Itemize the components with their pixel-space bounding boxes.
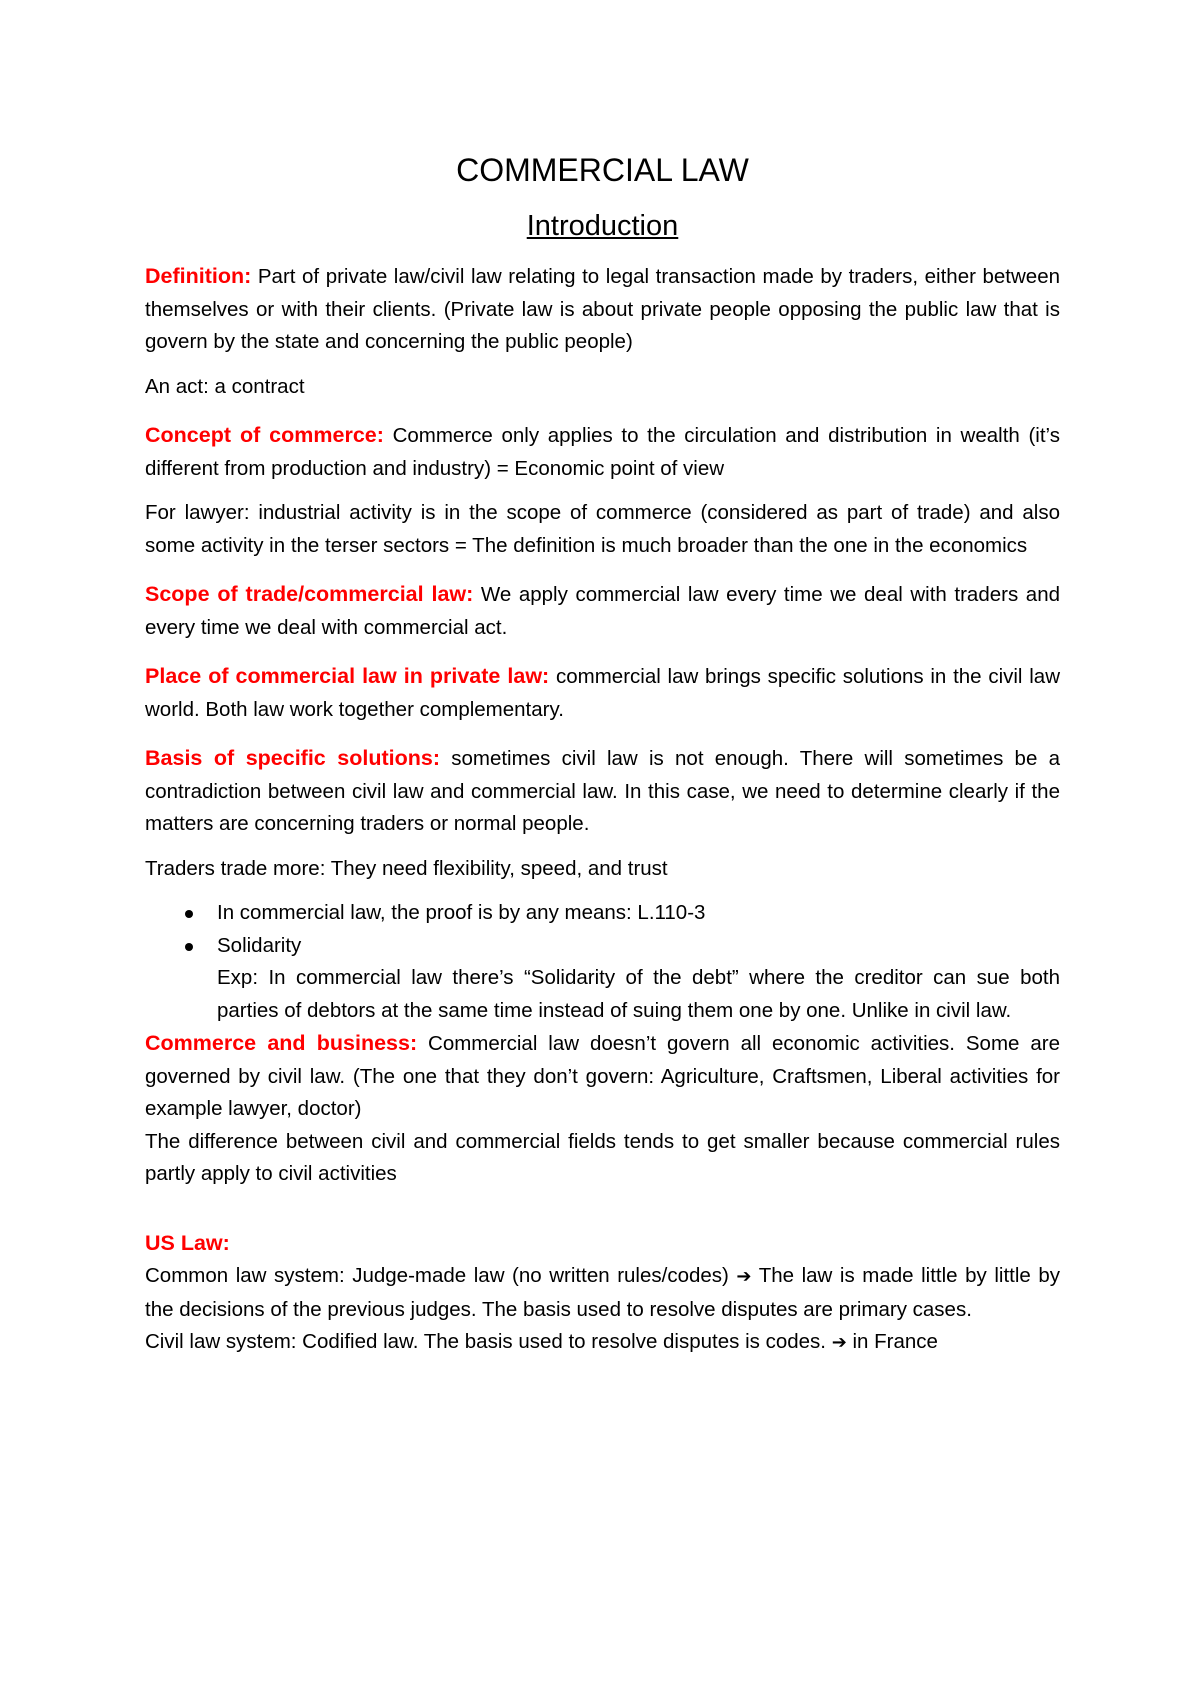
concept-term: Concept of commerce: <box>145 423 384 447</box>
concept-paragraph <box>145 419 1060 485</box>
basis-paragraph <box>145 742 1060 841</box>
bullet-icon <box>185 943 193 951</box>
common-law-paragraph <box>145 1260 1060 1326</box>
arrow-right-icon: ➔ <box>831 1332 847 1353</box>
arrow-right-icon: ➔ <box>736 1266 752 1287</box>
traders-line: Traders trade more: They need flexibility, speed, and trust <box>145 856 668 880</box>
list-item-detail: Exp: In commercial law there’s “Solidarity of the debt” where the creditor can sue both parties of debtors at the same time instead of suing them one by one. Unlike in civil law. <box>217 966 1060 1022</box>
scope-text: We apply commercial law every time we deal with traders and every time we deal with commercial act. <box>145 583 1061 639</box>
business-text: Commercial law doesn’t govern all economic activities. Some are governed by civil law. (The one that they don’t govern: Agriculture, Craftsmen, Liberal activities for example lawyer, doctor) <box>145 1032 1060 1120</box>
scope-term: Scope of trade/commercial law: <box>145 582 474 606</box>
list-item-text: In commercial law, the proof is by any means: L.110-3 <box>217 901 706 924</box>
bullet-list <box>145 897 1060 1027</box>
us-law-heading <box>145 1227 1060 1261</box>
act-line: An act: a contract <box>145 374 305 398</box>
common-law-text-start: Common law system: Judge-made law (no written rules/codes) <box>145 1264 737 1287</box>
document-title: COMMERCIAL LAW <box>456 152 749 188</box>
business-followup: The difference between civil and commercial fields tends to get smaller because commercial rules partly apply to civil activities <box>145 1129 1060 1185</box>
bullet-icon <box>185 910 193 918</box>
definition-term: Definition: <box>145 264 252 288</box>
list-item <box>145 930 1060 1028</box>
concept-text: Commerce only applies to the circulation and distribution in wealth (it’s different from production and industry) = Economic point of view <box>145 424 1060 480</box>
place-text: commercial law brings specific solutions in the civil law world. Both law work together complementary. <box>145 665 1060 721</box>
basis-term: Basis of specific solutions: <box>145 746 440 770</box>
us-law-term: US Law: <box>145 1230 230 1255</box>
civil-law-text-start: Civil law system: Codified law. The basis used to resolve disputes is codes. <box>145 1330 832 1353</box>
list-item <box>145 897 1060 930</box>
common-law-text-end: The law is made little by little by the decisions of the previous judges. The basis used to resolve disputes are primary cases. <box>145 1264 1061 1321</box>
scope-paragraph <box>145 578 1060 644</box>
list-item-text: Solidarity <box>217 933 302 957</box>
place-term: Place of commercial law in private law: <box>145 664 550 688</box>
lawyer-paragraph: For lawyer: industrial activity is in the scope of commerce (considered as part of trade) and also some activity in the terser sectors = The definition is much broader than the one in the economics <box>145 501 1060 557</box>
place-paragraph <box>145 660 1060 726</box>
section-heading-introduction: Introduction <box>526 210 679 242</box>
definition-paragraph <box>145 260 1060 359</box>
business-paragraph <box>145 1027 1060 1126</box>
civil-law-paragraph <box>145 1326 1060 1360</box>
definition-text: Part of private law/civil law relating to legal transaction made by traders, either between themselves or with their clients. (Private law is about private people opposing the public law that is govern by the state and concerning the public people) <box>145 265 1060 353</box>
civil-law-text-end: in France <box>846 1330 938 1353</box>
document-body <box>145 150 1060 1360</box>
business-term: Commerce and business: <box>145 1031 418 1055</box>
basis-text: sometimes civil law is not enough. There will sometimes be a contradiction between civil law and commercial law. In this case, we need to determine clearly if the matters are concerning traders or normal people. <box>145 747 1060 835</box>
